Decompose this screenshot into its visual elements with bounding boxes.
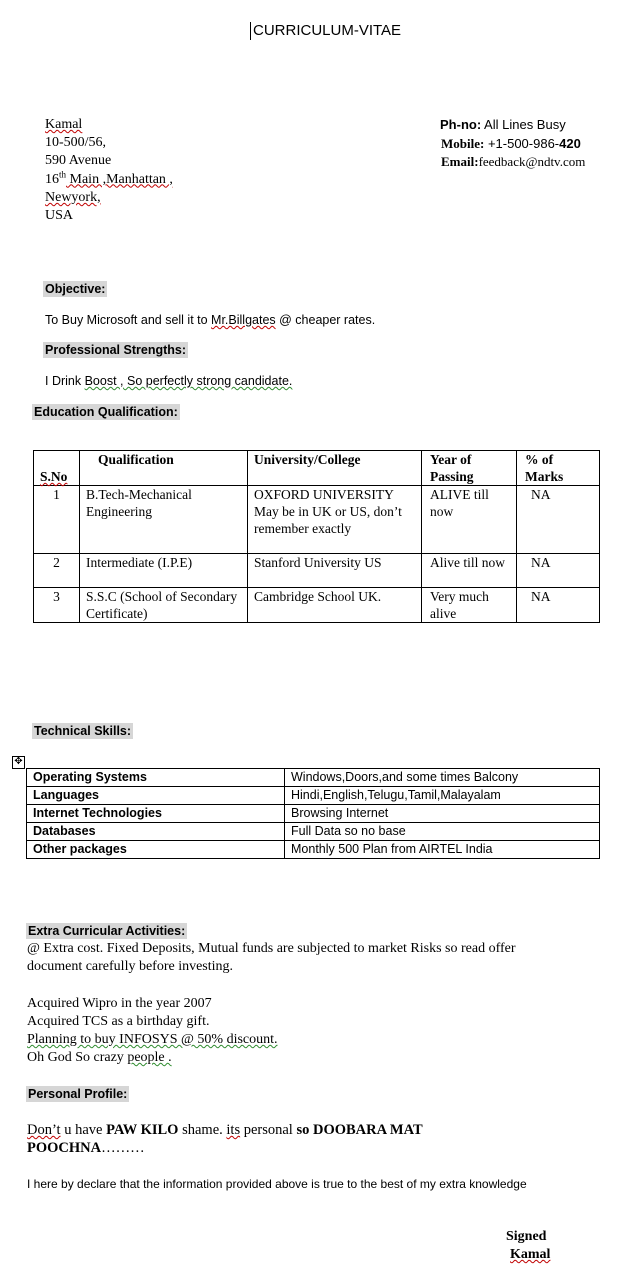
table-row [27, 823, 600, 841]
address-line-1: 10-500/56, [45, 135, 107, 151]
contact-block [440, 116, 585, 172]
cell-university: Stanford University US [248, 554, 422, 588]
education-header-row [34, 451, 600, 486]
address-line-5: USA [45, 208, 74, 224]
strengths-text: I Drink Boost , So perfectly strong candidate. [45, 374, 293, 388]
skill-value: Browsing Internet [285, 805, 600, 823]
header-marks: % of Marks [517, 451, 600, 486]
education-table [33, 450, 600, 623]
extra-para-line-2: document carefully before investing. [27, 959, 234, 974]
cell-university: OXFORD UNIVERSITY May be in UK or US, don’t remember exactly [248, 486, 422, 554]
cell-qualification: Intermediate (I.P.E) [80, 554, 248, 588]
signed-label: Signed [506, 1229, 547, 1244]
extra-para-line-1: @ Extra cost. Fixed Deposits, Mutual funds are subjected to market Risks so read offer [27, 941, 516, 956]
skill-value: Windows,Doors,and some times Balcony [285, 769, 600, 787]
table-row [34, 554, 600, 588]
extra-line-a: Acquired Wipro in the year 2007 [27, 996, 212, 1011]
cell-sno: 2 [34, 554, 80, 588]
mobile-value-bold: 420 [559, 135, 581, 151]
mobile-value: +1-500-986- [484, 135, 560, 151]
personal-line-1: Don’t u have PAW KILO shame. its personal so DOOBARA MAT [27, 1122, 423, 1138]
address-line-2: 590 Avenue [45, 153, 112, 169]
objective-text: To Buy Microsoft and sell it to Mr.Billgates @ cheaper rates. [45, 313, 376, 327]
header-qualification: Qualification [80, 451, 248, 486]
skill-value: Monthly 500 Plan from AIRTEL India [285, 841, 600, 859]
cell-qualification: B.Tech-Mechanical Engineering [80, 486, 248, 554]
cell-sno: 1 [34, 486, 80, 554]
cell-year: ALIVE till now [422, 486, 517, 554]
email-line [440, 153, 585, 172]
technical-heading: Technical Skills: [34, 724, 132, 738]
table-row [27, 769, 600, 787]
skill-value: Full Data so no base [285, 823, 600, 841]
skill-key: Languages [27, 787, 285, 805]
mobile-label: Mobile: [441, 135, 485, 151]
extra-line-b: Acquired TCS as a birthday gift. [27, 1014, 210, 1029]
address-line-4: Newyork, [45, 189, 101, 205]
applicant-name: Kamal [45, 117, 83, 132]
phone-label: Ph-no: [440, 117, 482, 132]
table-row [27, 805, 600, 823]
skill-key: Other packages [27, 841, 285, 859]
header-year: Year of Passing [422, 451, 517, 486]
table-row [34, 486, 600, 554]
table-row [34, 588, 600, 623]
email-label: Email: [441, 154, 479, 169]
email-value: feedback@ndtv.com [478, 154, 586, 169]
skill-key: Operating Systems [27, 769, 285, 787]
cell-marks: NA [517, 588, 600, 623]
skill-value: Hindi,English,Telugu,Tamil,Malayalam [285, 787, 600, 805]
skill-key: Internet Technologies [27, 805, 285, 823]
move-handle-icon[interactable]: ✥ [12, 756, 25, 769]
signature-name: Kamal [510, 1247, 551, 1262]
document-title: CURRICULUM-VITAE [250, 22, 401, 40]
extra-line-c: Planning to buy INFOSYS @ 50% discount. [27, 1032, 278, 1047]
cell-year: Alive till now [422, 554, 517, 588]
skill-key: Databases [27, 823, 285, 841]
objective-heading: Objective: [45, 282, 106, 296]
table-row [27, 841, 600, 859]
cell-sno: 3 [34, 588, 80, 623]
header-sno: S.No [34, 451, 80, 486]
cell-marks: NA [517, 486, 600, 554]
header-university: University/College [248, 451, 422, 486]
extra-heading: Extra Curricular Activities: [28, 924, 186, 938]
declaration-text: I here by declare that the information provided above is true to the best of my extra knowledge [27, 1177, 527, 1191]
address-block [45, 116, 173, 225]
table-row [27, 787, 600, 805]
mobile-line [440, 135, 585, 154]
education-heading: Education Qualification: [34, 405, 178, 419]
cell-marks: NA [517, 554, 600, 588]
cell-university: Cambridge School UK. [248, 588, 422, 623]
phone-value: All Lines Busy [481, 117, 566, 132]
phone-line [440, 116, 585, 135]
technical-skills-table [26, 768, 600, 859]
personal-heading: Personal Profile: [28, 1087, 128, 1101]
address-line-3: 16th Main ,Manhattan , [45, 168, 173, 187]
cell-qualification: S.S.C (School of Secondary Certificate) [80, 588, 248, 623]
cell-year: Very much alive [422, 588, 517, 623]
personal-line-2: POOCHNA……… [27, 1140, 145, 1156]
strengths-heading: Professional Strengths: [45, 343, 186, 357]
extra-line-d: Oh God So crazy people . [27, 1050, 172, 1065]
